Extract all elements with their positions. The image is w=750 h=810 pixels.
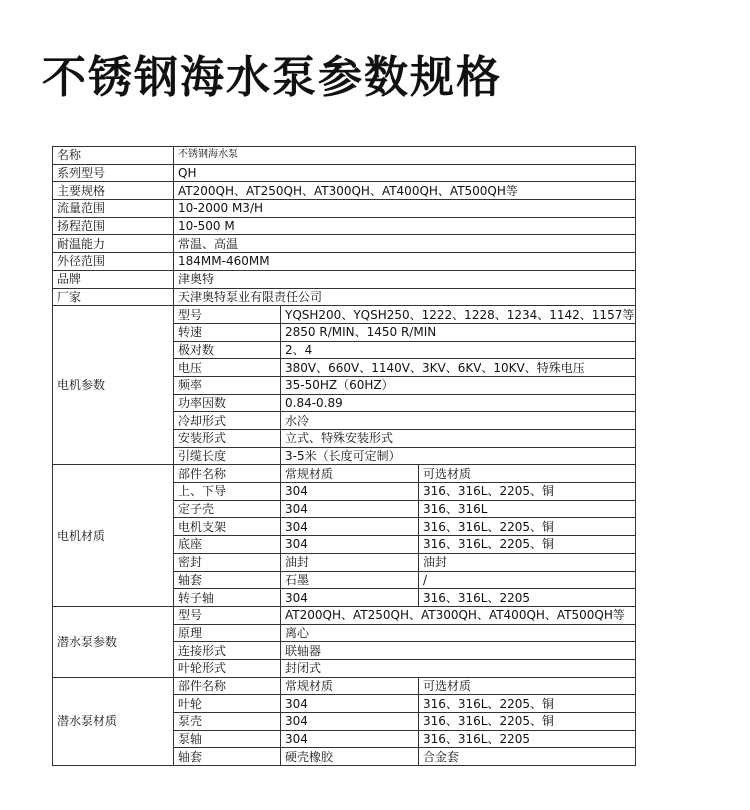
optional-material: 316、316L [419,500,636,518]
table-row [53,217,636,235]
optional-material: 316、316L、2205、铜 [419,536,636,554]
regular-material: 常规材质 [281,465,419,483]
param-name: 叶轮形式 [174,659,281,677]
row-value: 10-500 M [174,217,636,235]
optional-material: 油封 [419,553,636,571]
regular-material: 304 [281,518,419,536]
spec-table [52,146,636,766]
optional-material: 316、316L、2205、铜 [419,483,636,501]
part-name: 部件名称 [174,465,281,483]
table-row [53,270,636,288]
part-name: 转子轴 [174,589,281,607]
param-name: 引缆长度 [174,447,281,465]
part-name: 上、下导 [174,483,281,501]
param-value: 380V、660V、1140V、3KV、6KV、10KV、特殊电压 [281,359,636,377]
table-row [53,235,636,253]
param-value: 联轴器 [281,642,636,660]
param-value: YQSH200、YQSH250、1222、1228、1234、1142、1157等 [281,306,636,324]
table-row [53,606,636,624]
table-row [53,182,636,200]
row-value: 不锈钢海水泵 [174,147,636,165]
param-value: 封闭式 [281,659,636,677]
param-value: 立式、特殊安装形式 [281,430,636,448]
optional-material: 316、316L、2205 [419,589,636,607]
row-label: 扬程范围 [53,217,174,235]
spec-table-body [53,147,636,766]
group-label: 电机参数 [53,306,174,465]
param-value: 离心 [281,624,636,642]
row-label: 名称 [53,147,174,165]
param-value: 35-50HZ（60HZ） [281,376,636,394]
optional-material: 316、316L、2205、铜 [419,695,636,713]
row-label: 外径范围 [53,253,174,271]
part-name: 密封 [174,553,281,571]
part-name: 泵轴 [174,730,281,748]
table-row [53,147,636,165]
row-value: 津奥特 [174,270,636,288]
param-name: 型号 [174,606,281,624]
page-title: 不锈钢海水泵参数规格 [42,52,502,103]
optional-material: 可选材质 [419,677,636,695]
table-row [53,164,636,182]
row-label: 耐温能力 [53,235,174,253]
row-value: AT200QH、AT250QH、AT300QH、AT400QH、AT500QH等 [174,182,636,200]
regular-material: 油封 [281,553,419,571]
regular-material: 304 [281,695,419,713]
part-name: 轴套 [174,748,281,766]
row-value: 184MM-460MM [174,253,636,271]
group-label: 潜水泵参数 [53,606,174,677]
row-label: 流量范围 [53,200,174,218]
row-value: 10-2000 M3/H [174,200,636,218]
table-row [53,306,636,324]
part-name: 泵壳 [174,713,281,731]
param-name: 原理 [174,624,281,642]
param-name: 转速 [174,323,281,341]
param-value: 2850 R/MIN、1450 R/MIN [281,323,636,341]
table-row [53,288,636,306]
row-label: 主要规格 [53,182,174,200]
param-value: 3-5米（长度可定制） [281,447,636,465]
part-name: 轴套 [174,571,281,589]
optional-material: 合金套 [419,748,636,766]
param-value: 2、4 [281,341,636,359]
param-name: 冷却形式 [174,412,281,430]
param-value: 水冷 [281,412,636,430]
param-name: 频率 [174,376,281,394]
table-row [53,677,636,695]
param-name: 极对数 [174,341,281,359]
row-label: 品牌 [53,270,174,288]
regular-material: 硬壳橡胶 [281,748,419,766]
regular-material: 304 [281,589,419,607]
part-name: 部件名称 [174,677,281,695]
param-name: 功率因数 [174,394,281,412]
regular-material: 304 [281,500,419,518]
param-value: 0.84-0.89 [281,394,636,412]
table-row [53,253,636,271]
optional-material: 316、316L、2205、铜 [419,518,636,536]
group-label: 潜水泵材质 [53,677,174,765]
part-name: 底座 [174,536,281,554]
row-label: 系列型号 [53,164,174,182]
regular-material: 304 [281,730,419,748]
optional-material: 316、316L、2205、铜 [419,713,636,731]
regular-material: 304 [281,483,419,501]
param-name: 安装形式 [174,430,281,448]
optional-material: 316、316L、2205 [419,730,636,748]
param-name: 电压 [174,359,281,377]
table-row [53,465,636,483]
optional-material: 可选材质 [419,465,636,483]
part-name: 电机支架 [174,518,281,536]
row-value: 常温、高温 [174,235,636,253]
regular-material: 常规材质 [281,677,419,695]
param-name: 连接形式 [174,642,281,660]
row-label: 厂家 [53,288,174,306]
regular-material: 石墨 [281,571,419,589]
row-value: QH [174,164,636,182]
row-value: 天津奥特泵业有限责任公司 [174,288,636,306]
optional-material: / [419,571,636,589]
param-value: AT200QH、AT250QH、AT300QH、AT400QH、AT500QH等 [281,606,636,624]
part-name: 定子壳 [174,500,281,518]
part-name: 叶轮 [174,695,281,713]
regular-material: 304 [281,713,419,731]
table-row [53,200,636,218]
param-name: 型号 [174,306,281,324]
regular-material: 304 [281,536,419,554]
group-label: 电机材质 [53,465,174,607]
